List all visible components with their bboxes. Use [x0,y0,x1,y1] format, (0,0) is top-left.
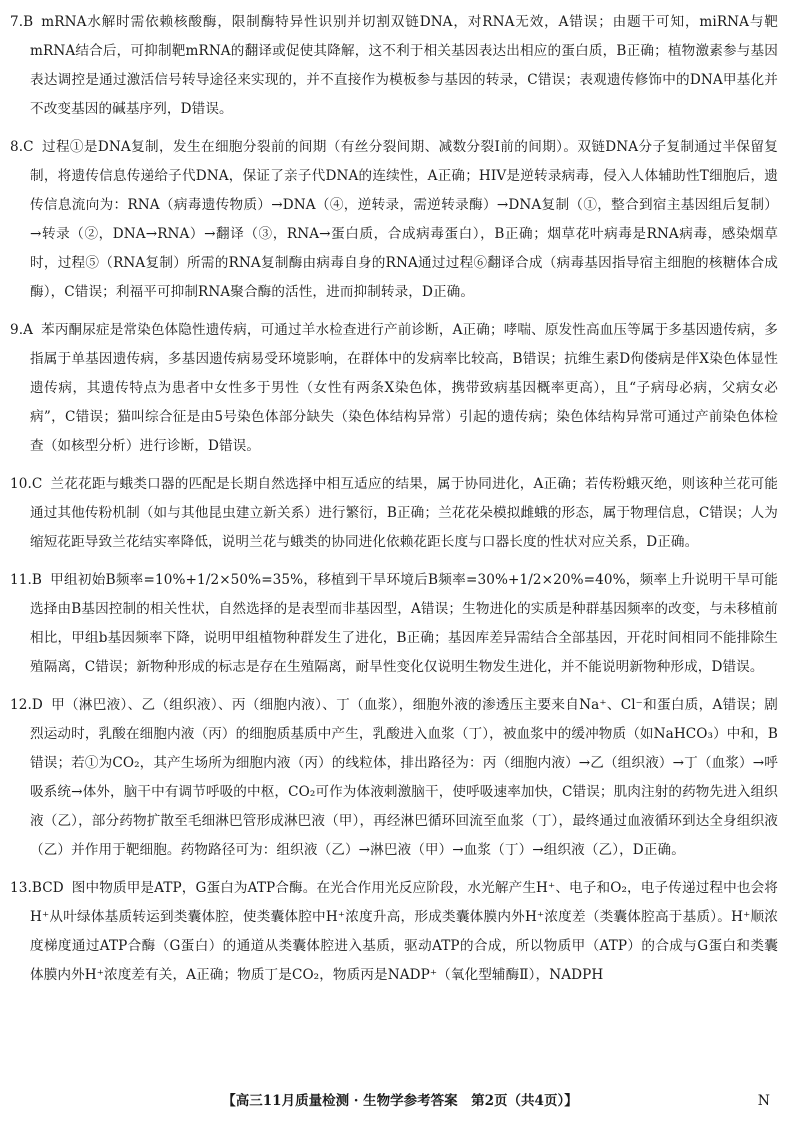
footer-version-mark: N [757,1093,770,1109]
answer-choice: B [31,572,43,588]
answer-choice: D [31,697,43,713]
question-number: 8. [10,139,24,155]
question-number: 13. [10,880,32,896]
explanation-text: 过程①是DNA复制，发生在细胞分裂前的间期（有丝分裂间期、减数分裂Ⅰ前的间期）。双链DNA分子复制通过半保留复制，将遗传信息传递给子代DNA，保证了亲子代DNA的连续性，A正确；HIV是逆转录病毒，侵入人体辅助性T细胞后，遗传信息流向为：RNA（病毒遗传物质）→DNA（④，逆转录，需逆转录酶）→DNA复制（①，整合到宿主基因组后复制）→转录（②，DNA→RNA）→翻译（③，RNA→蛋白质，合成病毒蛋白），B正确；烟草花叶病毒是RNA病毒，感染烟草时，过程⑤（RNA复制）所需的RNA复制酶由病毒自身的RNA通过过程⑥翻译合成（病毒基因指导宿主细胞的核糖体合成酶），C错误；利福平可抑制RNA聚合酶的活性，进而抑制转录，D正确。 [30,139,778,300]
answer-item [10,566,778,682]
answer-paragraph [10,8,778,124]
answer-choice: A [23,322,34,338]
answer-paragraph [10,874,778,990]
explanation-text: 兰花花距与蛾类口器的匹配是长期自然选择中相互适应的结果，属于协同进化，A正确；若传粉蛾灭绝，则该种兰花可能通过其他传粉机制（如与其他昆虫建立新关系）进行繁衍，B正确；兰花花朵模拟雌蛾的形态，属于物理信息，C错误；人为缩短花距导致兰花结实率降低，说明兰花与蛾类的协同进化依赖花距长度与口器长度的性状对应关系，D正确。 [30,476,778,550]
page-footer: 【高三11月质量检测 · 生物学参考答案 第2页（共4页）】 [222,1093,578,1109]
answer-item [10,316,778,461]
explanation-text: mRNA水解时需依赖核酸酶，限制酶特异性识别并切割双链DNA，对RNA无效，A错误；由题干可知，miRNA与靶mRNA结合后，可抑制靶mRNA的翻译或促使其降解，这不利于相关基因表达出相应的蛋白质，B正确；植物激素参与基因表达调控是通过激活信号转导途径来实现的，并不直接作为模板参与基因的转录，C错误；表观遗传修饰中的DNA甲基化并不改变基因的碱基序列，D错误。 [30,14,778,117]
answer-paragraph [10,133,778,307]
answer-choice: C [23,139,34,155]
answer-paragraph [10,691,778,865]
question-number: 12. [10,697,32,713]
answer-item [10,470,778,557]
answer-paragraph [10,566,778,682]
explanation-text: 图中物质甲是ATP，G蛋白为ATP合酶。在光合作用光反应阶段，水光解产生H⁺、电子和O₂，电子传递过程中也会将H⁺从叶绿体基质转运到类囊体腔，使类囊体腔中H⁺浓度升高，形成类囊体膜内外H⁺浓度差（类囊体腔高于基质）。H⁺顺浓度梯度通过ATP合酶（G蛋白）的通道从类囊体腔进入基质，驱动ATP的合成，所以物质甲（ATP）的合成与G蛋白和类囊体膜内外H⁺浓度差有关，A正确；物质丁是CO₂，物质丙是NADP⁺（氧化型辅酶Ⅱ），NADPH [30,880,778,983]
question-number: 9. [10,322,24,338]
question-number: 7. [10,14,24,30]
answer-choice: C [31,476,43,492]
answer-paragraph [10,316,778,461]
question-number: 10. [10,476,32,492]
answer-choice: BCD [31,880,64,896]
explanation-text: 苯丙酮尿症是常染色体隐性遗传病，可通过羊水检查进行产前诊断，A正确；哮喘、原发性高血压等属于多基因遗传病，多指属于单基因遗传病，多基因遗传病易受环境影响，在群体中的发病率比较高，B错误；抗维生素D佝偻病是伴X染色体显性遗传病，其遗传特点为患者中女性多于男性（女性有两条X染色体，携带致病基因概率更高），且“子病母必病，父病女必病”，C错误；猫叫综合征是由5号染色体部分缺失（染色体结构异常）引起的遗传病；染色体结构异常可通过产前染色体检查（如核型分析）进行诊断，D错误。 [30,322,778,454]
explanation-text: 甲（淋巴液）、乙（组织液）、丙（细胞内液）、丁（血浆），细胞外液的渗透压主要来自Na⁺、Cl⁻和蛋白质，A错误；剧烈运动时，乳酸在细胞内液（丙）的细胞质基质中产生，乳酸进入血浆（丁），被血浆中的缓冲物质（如NaHCO₃）中和，B错误；若①为CO₂，其产生场所为细胞内液（丙）的线粒体，排出路径为：丙（细胞内液）→乙（组织液）→丁（血浆）→呼吸系统→体外，脑干中有调节呼吸的中枢，CO₂可作为体液刺激脑干，使呼吸速率加快，C错误；肌肉注射的药物先进入组织液（乙），部分药物扩散至毛细淋巴管形成淋巴液（甲），再经淋巴循环回流至血浆（丁），最终通过血液循环到达全身组织液（乙）并作用于靶细胞。药物路径可为：组织液（乙）→淋巴液（甲）→血浆（丁）→组织液（乙），D正确。 [30,697,778,858]
question-number: 11. [10,572,32,588]
explanation-text: 甲组初始B频率=10%+1/2×50%=35%，移植到干旱环境后B频率=30%+1/2×20%=40%，频率上升说明干旱可能选择由B基因控制的相关性状，自然选择的是表型而非基因型，A错误；生物进化的实质是种群基因频率的改变，与未移植前相比，甲组b基因频率下降，说明甲组植物种群发生了进化，B正确；基因库差异需结合全部基因，开花时间相同不能排除生殖隔离，C错误；新物种形成的标志是存在生殖隔离，耐旱性变化仅说明生物发生进化，并不能说明新物种形成，D错误。 [30,572,778,675]
answer-choice: B [23,14,34,30]
answer-item [10,691,778,865]
answer-item [10,8,778,124]
answer-paragraph [10,470,778,557]
answer-item [10,874,778,990]
answer-list [10,8,778,999]
answer-item [10,133,778,307]
